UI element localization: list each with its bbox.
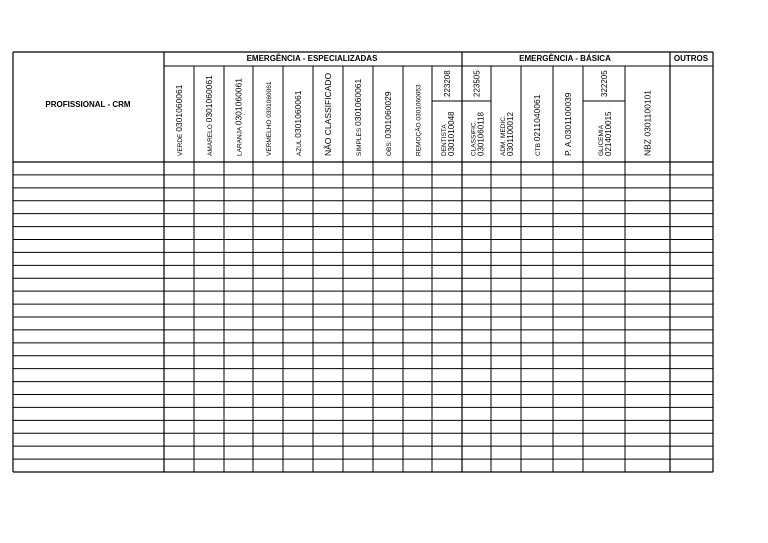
column-label-code: 0301060061 bbox=[204, 75, 214, 123]
column-label-small: VERMELHO bbox=[266, 117, 273, 156]
column-header-simples bbox=[353, 78, 363, 156]
column-label-code: 0301060061 bbox=[293, 90, 303, 138]
column-label-code: 0301060118 bbox=[476, 112, 486, 156]
column-header-dentista bbox=[441, 70, 456, 156]
column-header-verde bbox=[174, 84, 184, 156]
column-label-nao-classificado bbox=[323, 72, 333, 156]
column-label-code: 0301010048 bbox=[447, 111, 456, 156]
column-label-small: VERDE bbox=[177, 131, 184, 156]
column-label-small: ADM. MEDIC. bbox=[500, 115, 507, 156]
column-label-small: CLASSIFIC. bbox=[470, 120, 478, 156]
column-header-nbz bbox=[643, 90, 653, 156]
column-label-simples bbox=[353, 78, 363, 156]
column-label-code: 0301060029 bbox=[383, 91, 393, 139]
column-label-azul bbox=[293, 90, 303, 156]
column-header-pa bbox=[563, 92, 573, 156]
column-label-adm-medic bbox=[500, 112, 515, 156]
column-label-small: OBS: bbox=[386, 138, 393, 156]
column-header-glicemia bbox=[598, 70, 613, 156]
column-header-laranja bbox=[234, 78, 244, 156]
group-emergencia-basica: EMERGÊNCIA - BÁSICA bbox=[519, 54, 611, 63]
column-label-code: 0301060061 bbox=[174, 84, 184, 132]
column-label-code: 0214010015 bbox=[604, 111, 613, 156]
column-label-code: 0301060053 bbox=[415, 84, 423, 121]
column-label-code: NÃO CLASSIFICADO bbox=[323, 72, 333, 156]
column-header-obs bbox=[383, 91, 393, 156]
column-header-remocao bbox=[414, 84, 423, 156]
column-label-small: LARANJA bbox=[236, 125, 244, 156]
column-code-dentista: 223208 bbox=[443, 70, 452, 97]
column-label-code: P. A.0301100039 bbox=[563, 92, 573, 156]
column-label-small: GLICEMIA bbox=[598, 124, 605, 156]
group-emergencia-especializadas: EMERGÊNCIA - ESPECIALIZADAS bbox=[246, 54, 378, 63]
column-label-amarelo bbox=[204, 75, 214, 156]
column-label-small: AMARELO bbox=[207, 122, 214, 156]
column-label-code: 0211040061 bbox=[532, 94, 542, 142]
column-label-code: 0301060061 bbox=[233, 78, 244, 126]
column-label-pa bbox=[563, 92, 573, 156]
column-label-code: 0301060061 bbox=[266, 81, 273, 118]
column-label-glicemia bbox=[598, 111, 613, 156]
column-header-vermelho bbox=[266, 81, 273, 156]
column-label-nbz bbox=[643, 90, 653, 156]
column-label-small: DENTISTA bbox=[441, 124, 448, 156]
group-outros: OUTROS bbox=[673, 54, 709, 63]
column-label-dentista bbox=[441, 111, 456, 156]
column-label-classific bbox=[471, 112, 486, 156]
column-label-small: CTB bbox=[535, 141, 542, 156]
column-header-classific bbox=[471, 70, 486, 156]
column-label-code: NBZ 0301100101 bbox=[642, 89, 653, 156]
column-header-ctb bbox=[532, 94, 542, 156]
column-header-amarelo bbox=[204, 75, 214, 156]
column-label-remocao bbox=[414, 84, 423, 156]
column-label-code: 0301100012 bbox=[506, 112, 515, 156]
column-header-azul bbox=[293, 90, 303, 156]
column-label-ctb bbox=[532, 94, 542, 156]
column-label-small: AZUL bbox=[296, 137, 303, 156]
column-label-small: REMOÇÃO bbox=[415, 120, 423, 156]
column-header-nao-classificado bbox=[323, 72, 333, 156]
column-code-classific: 223505 bbox=[472, 70, 482, 97]
column-header-adm-medic bbox=[500, 112, 515, 156]
column-label-small: SIMPLES bbox=[356, 126, 363, 156]
column-label-obs bbox=[383, 91, 393, 156]
profissional-crm-header: PROFISSIONAL - CRM bbox=[45, 100, 131, 109]
column-label-code: 0301060061 bbox=[353, 78, 363, 127]
column-code-glicemia: 322205 bbox=[600, 70, 609, 97]
column-label-laranja bbox=[234, 78, 244, 156]
column-label-vermelho bbox=[266, 81, 273, 156]
column-label-verde bbox=[174, 84, 184, 156]
